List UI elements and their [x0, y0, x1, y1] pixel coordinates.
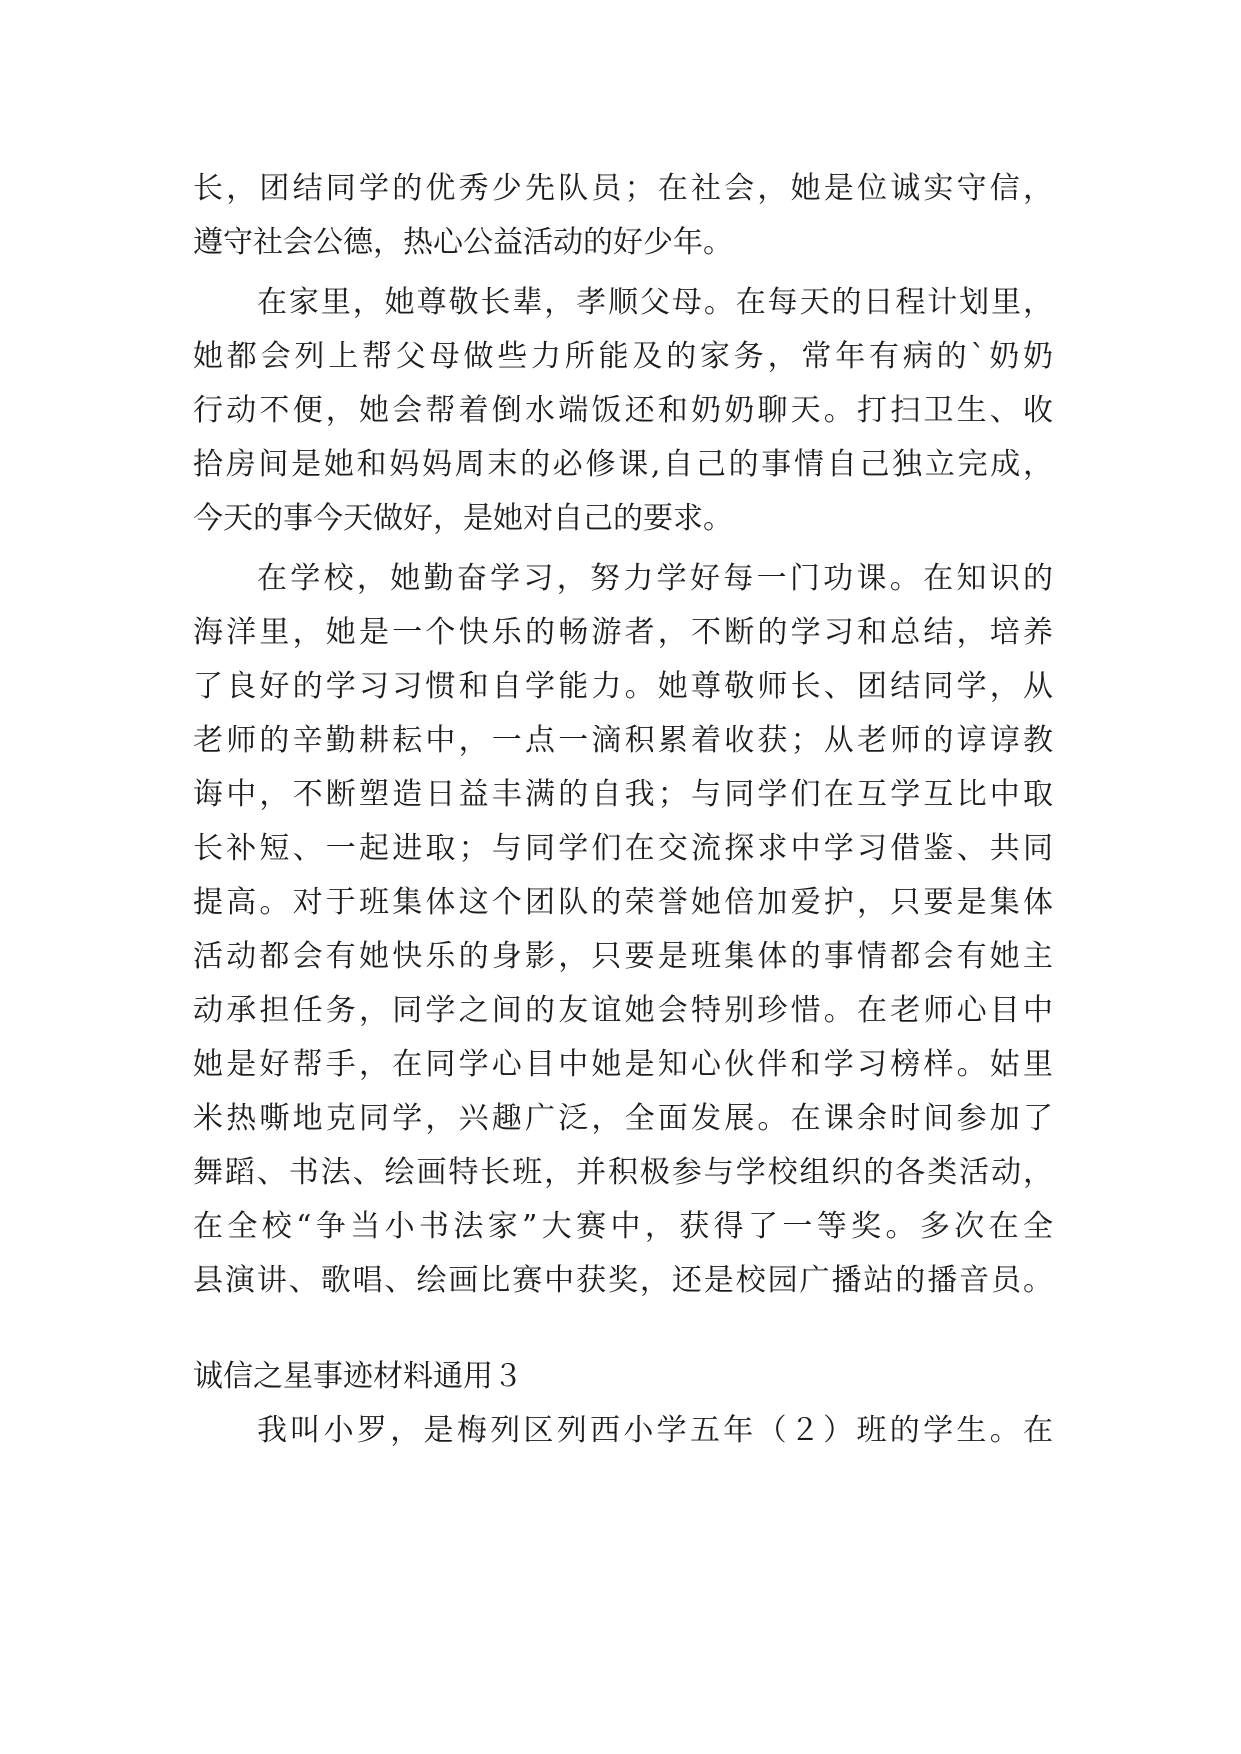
text-line: 诲中，不断塑造日益丰满的自我；与同学们在互学互比中取 [193, 777, 1053, 812]
text-line: 长补短、一起进取；与同学们在交流探求中学习借鉴、共同 [193, 831, 1053, 866]
text-line: 提高。对于班集体这个团队的荣誉她倍加爱护，只要是集体 [193, 885, 1053, 920]
section-heading: 诚信之星事迹材料通用３ [193, 1359, 523, 1394]
paragraph-3 [193, 552, 1053, 1308]
text-line: 米热嘶地克同学，兴趣广泛，全面发展。在课余时间参加了 [193, 1101, 1053, 1136]
text-line: 活动都会有她快乐的身影，只要是班集体的事情都会有她主 [193, 939, 1053, 974]
document-body [193, 162, 1053, 1458]
text-line: 舞蹈、书法、绘画特长班，并积极参与学校组织的各类活动， [193, 1155, 1053, 1190]
text-line: 她是好帮手，在同学心目中她是知心伙伴和学习榜样。姑里 [193, 1047, 1053, 1082]
text-line: 海洋里，她是一个快乐的畅游者，不断的学习和总结，培养 [193, 615, 1053, 650]
text-line: 她都会列上帮父母做些力所能及的家务，常年有病的`奶奶 [193, 339, 1053, 374]
text-line: 在学校，她勤奋学习，努力学好每一门功课。在知识的 [257, 561, 1053, 596]
text-line: 了良好的学习习惯和自学能力。她尊敬师长、团结同学，从 [193, 669, 1053, 704]
text-line: 行动不便，她会帮着倒水端饭还和奶奶聊天。打扫卫生、收 [193, 393, 1053, 428]
text-line: 长，团结同学的优秀少先队员；在社会，她是位诚实守信， [193, 171, 1053, 206]
text-line: 拾房间是她和妈妈周末的必修课,自己的事情自己独立完成， [193, 447, 1053, 482]
text-line: 在全校“争当小书法家”大赛中，获得了一等奖。多次在全 [193, 1209, 1053, 1244]
text-line: 今天的事今天做好，是她对自己的要求。 [193, 501, 733, 536]
text-line: 遵守社会公德，热心公益活动的好少年。 [193, 225, 733, 260]
paragraph-2 [193, 276, 1053, 546]
text-line: 老师的辛勤耕耘中，一点一滴积累着收获；从老师的谆谆教 [193, 723, 1053, 758]
text-line: 在家里，她尊敬长辈，孝顺父母。在每天的日程计划里， [257, 285, 1053, 320]
paragraph-1 [193, 162, 1053, 270]
text-line: 我叫小罗，是梅列区列西小学五年（２）班的学生。在 [257, 1413, 1053, 1448]
text-line: 动承担任务，同学之间的友谊她会特别珍惜。在老师心目中 [193, 993, 1053, 1028]
text-line: 县演讲、歌唱、绘画比赛中获奖，还是校园广播站的播音员。 [193, 1263, 1053, 1298]
